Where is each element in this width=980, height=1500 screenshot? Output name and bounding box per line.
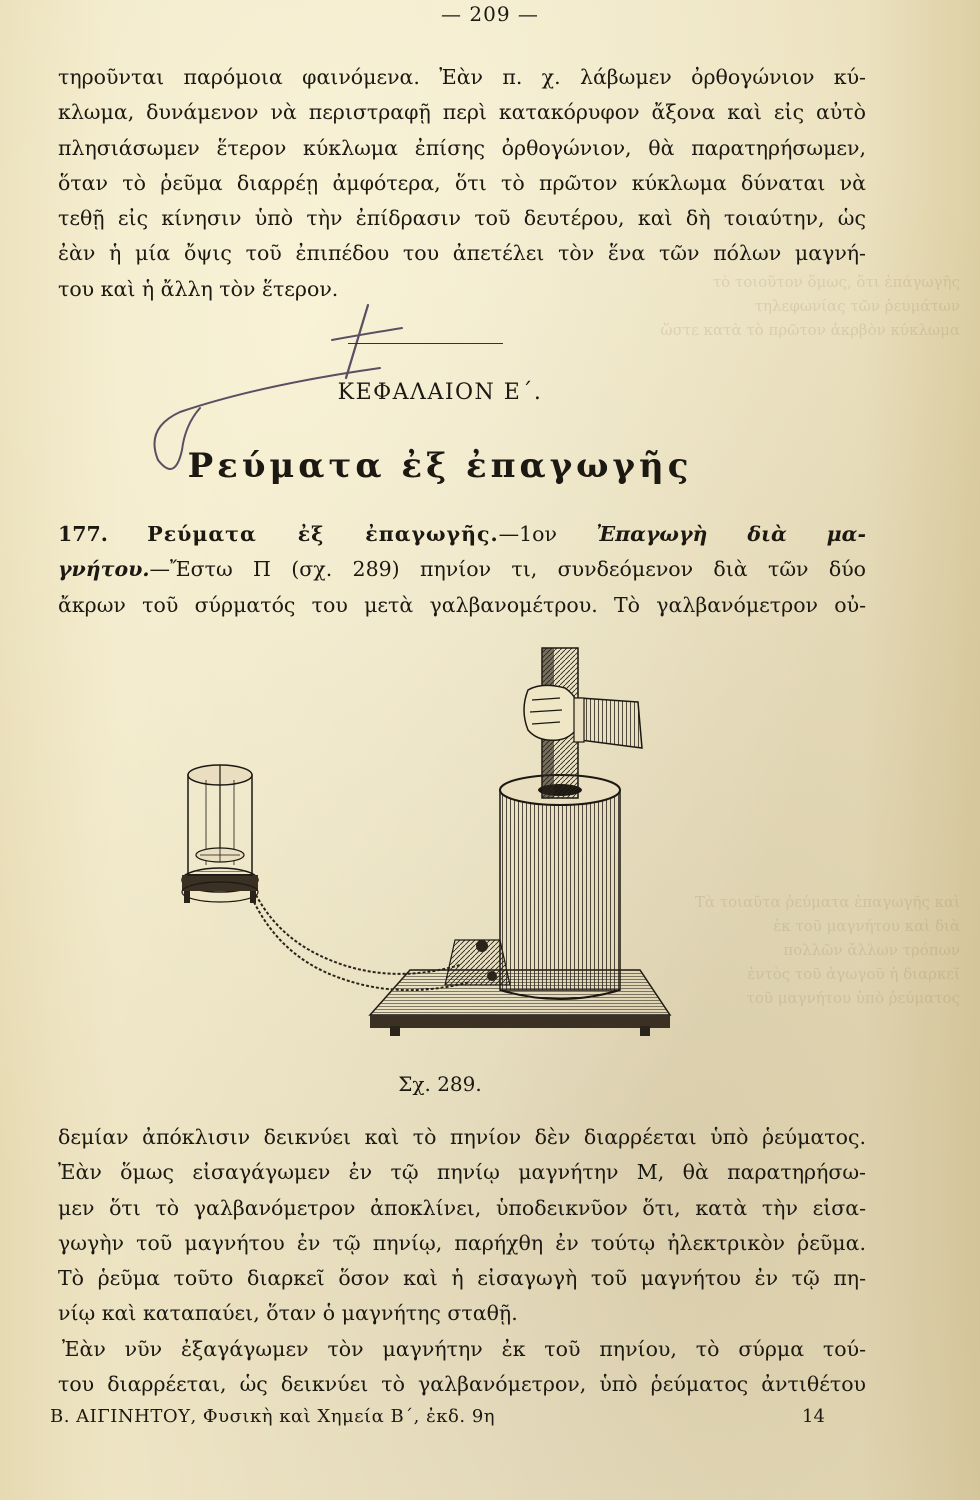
section-text: —Ἔστω Π (σχ. 289) πηνίον τι, συνδεόμενον διὰ τῶν δύο xyxy=(149,557,866,582)
bleed-through-text: Τὰ τοιαῦτα ῥεύματα ἐπαγωγῆς καὶ ἐκ τοῦ μαγνήτου καὶ διὰ πολλῶν ἄλλων τρόπων ἐντὸς τοῦ ἀγωγοῦ ἡ διαρκεῖ τοῦ μαγνήτου ὑπὸ ῥεύματος xyxy=(694,893,960,1007)
text-line xyxy=(58,552,866,587)
text-line: γωγὴν τοῦ μαγνήτου ἐν τῷ πηνίῳ, παρήχθη ἐν τούτῳ ἠλεκτρικὸν ῥεῦμα. xyxy=(58,1230,866,1255)
section-subtitle: Ἐπαγωγὴ διὰ μα- xyxy=(596,522,866,546)
section-subtitle-cont: γνήτου. xyxy=(58,557,150,582)
text-line: ἄκρων τοῦ σύρματός του μετὰ γαλβανομέτρου. Τὸ γαλβανόμετρον οὐ- xyxy=(58,592,866,617)
top-paragraph xyxy=(58,60,866,307)
chapter-label: ΚΕΦΑΛΑΙΟΝ Ε΄. xyxy=(337,380,543,405)
text-line: Τὸ ῥεῦμα τοῦτο διαρκεῖ ὅσον καὶ ἡ εἰσαγωγὴ τοῦ μαγνήτου ἐν τῷ πη- xyxy=(58,1266,866,1291)
text-line: ἐὰν ἡ μία ὄψις τοῦ ἐπιπέδου του ἀπετέλει τὸν ἕνα τῶν πόλων μαγνή- xyxy=(58,241,866,266)
text-line: Ἐὰν νῦν ἐξαγάγωμεν τὸν μαγνήτην ἐκ τοῦ πηνίου, τὸ σύρμα τού- xyxy=(62,1336,866,1361)
section-number: 177. xyxy=(58,522,108,546)
section-marker: —1ον xyxy=(498,522,557,546)
text-line: τηροῦνται παρόμοια φαινόμενα. Ἐὰν π. χ. λάβωμεν ὀρθογώνιον κύ- xyxy=(58,65,866,89)
text-line: τεθῇ εἰς κίνησιν ὑπὸ τὴν ἐπίδρασιν τοῦ δευτέρου, καὶ δὴ τοιαύτην, ὡς xyxy=(58,206,866,231)
footer-signature-number: 14 xyxy=(802,1406,825,1427)
text-line: ὅταν τὸ ῥεῦμα διαρρέῃ ἀμφότερα, ὅτι τὸ πρῶτον κύκλωμα δύναται νὰ xyxy=(58,170,866,195)
text-line: μεν ὅτι τὸ γαλβανόμετρον ἀποκλίνει, ὑποδεικνῦον ὅτι, κατὰ τὴν εἰσα- xyxy=(58,1195,866,1220)
chapter-title: Ρεύματα ἐξ ἐπαγωγῆς xyxy=(187,446,693,486)
text-line: δεμίαν ἀπόκλισιν δεικνύει καὶ τὸ πηνίον δὲν διαρρέεται ὑπὸ ῥεύματος. xyxy=(58,1125,866,1149)
text-line: κλωμα, δυνάμενον νὰ περιστραφῇ περὶ κατακόρυφον ἄξονα καὶ εἰς αὐτὸ xyxy=(58,100,866,125)
text-line: πλησιάσωμεν ἕτερον κύκλωμα ἐπίσης ὀρθογώνιον, θὰ παρατηρήσωμεν, xyxy=(58,135,866,160)
figure-caption: Σχ. 289. xyxy=(398,1072,482,1096)
text-line: του καὶ ἡ ἄλλη τὸν ἕτερον. xyxy=(58,276,339,301)
text-line: νίῳ καὶ καταπαύει, ὅταν ὁ μαγνήτης σταθῇ. xyxy=(58,1301,518,1326)
footer-citation: Β. ΑΙΓΙΝΗΤΟΥ, Φυσικὴ καὶ Χημεία Β΄, ἐκδ. 9η xyxy=(50,1406,496,1427)
bottom-paragraph xyxy=(58,1120,866,1402)
page-number: — 209 — xyxy=(441,2,539,26)
section-divider xyxy=(348,343,503,344)
section-heading-line xyxy=(58,517,866,552)
section-intro xyxy=(58,517,866,623)
text-line: του διαρρέεται, ὡς δεικνύει τὸ γαλβανόμετρον, ὑπὸ ῥεύματος ἀντιθέτου xyxy=(58,1372,866,1397)
text-line: Ἐὰν ὅμως εἰσαγάγωμεν ἐν τῷ πηνίῳ μαγνήτην Μ, θὰ παρατηρήσω- xyxy=(58,1160,866,1185)
bleed-through-text: τὸ τοιοῦτον ὅμως, ὅτι ἐπάγωγῆς τηλεφωνίας τῶν ῥευμάτων ὥστε κατὰ τὸ πρῶτον ἀκρβὸν κύκλωμα xyxy=(660,273,960,339)
induction-engraving xyxy=(170,640,690,1040)
section-title: Ρεύματα ἐξ ἐπαγωγῆς. xyxy=(147,522,499,546)
